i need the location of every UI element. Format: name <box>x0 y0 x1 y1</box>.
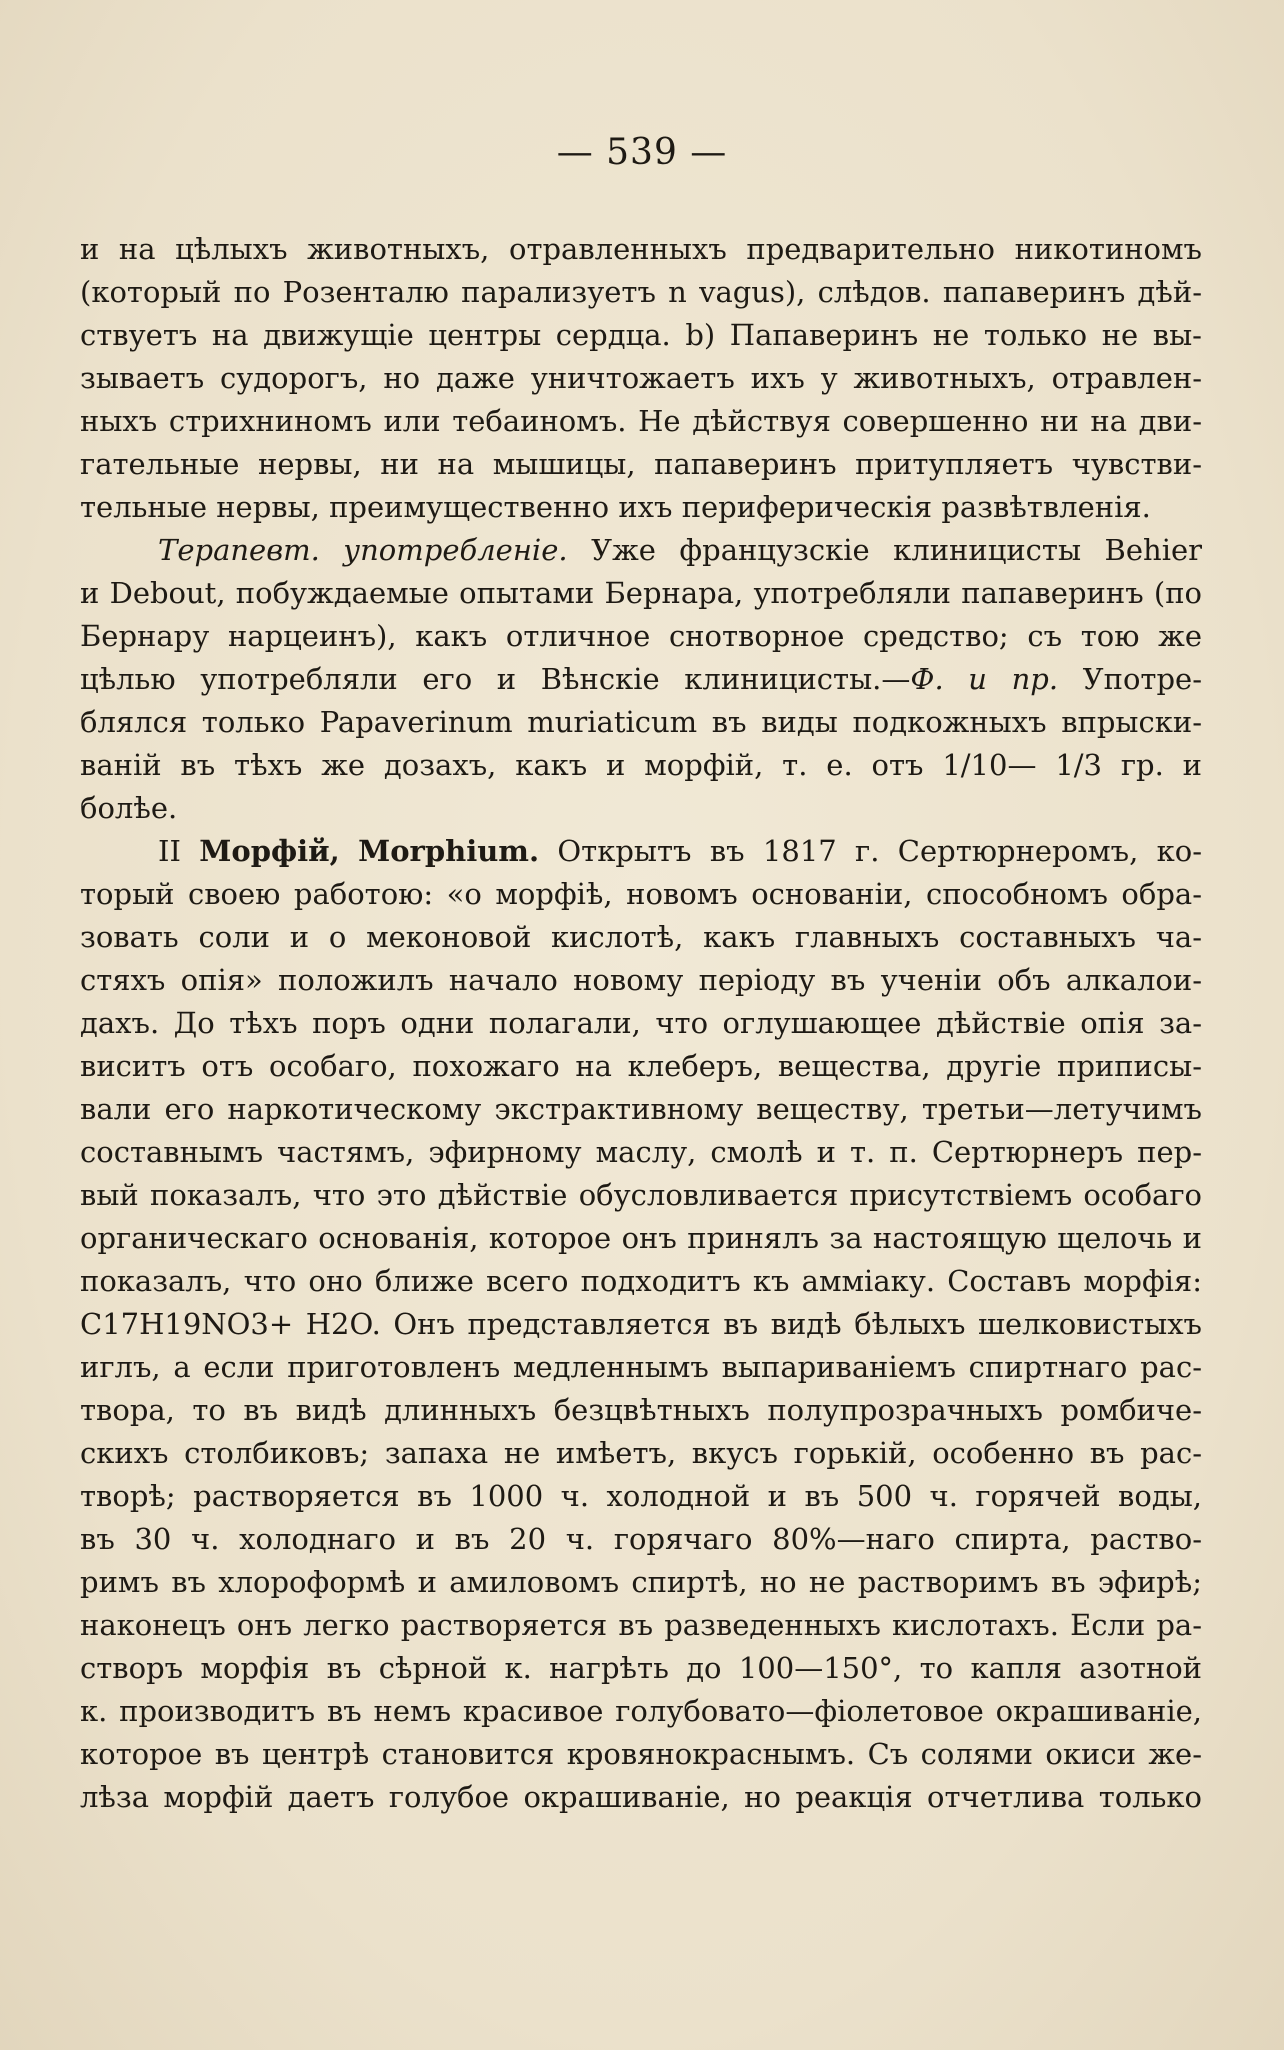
section-heading-therapeutic-use: Терапевт. употребленіе. <box>158 533 568 567</box>
text-line: которое въ центрѣ становится кровянокраснымъ. Съ солями окиси же- <box>80 1737 1202 1771</box>
text-line: Бернару нарцеинъ), какъ отличное снотворное средство; съ тою же <box>80 619 1202 653</box>
text-line: твора, то въ видѣ длинныхъ безцвѣтныхъ полупрозрачныхъ ромбиче- <box>80 1393 1202 1427</box>
text-line: (который по Розенталю парализуетъ n vagus), слѣдов. папаверинъ дѣй- <box>80 275 1202 309</box>
page-number: — 539 — <box>556 132 728 173</box>
paragraph-2 <box>80 529 1202 830</box>
text-fragment: Употре- <box>1058 662 1202 696</box>
text-line: показалъ, что оно ближе всего подходитъ къ амміаку. Составъ морфія: <box>80 1264 1202 1298</box>
text-line: к. производитъ въ немъ красивое голубовато—фіолетовое окрашиваніе, <box>80 1694 1202 1728</box>
text-line: органическаго основанія, которое онъ принялъ за настоящую щелочь и <box>80 1221 1202 1255</box>
text-line: дахъ. До тѣхъ поръ одни полагали, что оглушающее дѣйствіе опія за- <box>80 1006 1202 1040</box>
text-line: и на цѣлыхъ животныхъ, отравленныхъ предварительно никотиномъ <box>80 232 1202 266</box>
text-line: и Debout, побуждаемые опытами Бернара, употребляли папаверинъ (по <box>80 576 1202 610</box>
paragraph-1 <box>80 228 1202 529</box>
text-line: тельные нервы, преимущественно ихъ периферическія развѣтвленія. <box>80 490 1151 524</box>
text-line: гательные нервы, ни на мышицы, папаверинъ притупляетъ чувстви- <box>80 447 1202 481</box>
text-line: скихъ столбиковъ; запаха не имѣетъ, вкусъ горькій, особенно въ рас- <box>80 1436 1202 1470</box>
paragraph-3 <box>80 830 1202 1819</box>
text-fragment: Уже французскіе клиницисты Behier <box>567 533 1202 567</box>
body-text <box>80 228 1202 1819</box>
section-heading-latin: Morphium. <box>358 834 540 868</box>
text-line: C17H19NO3+ H2O. Онъ представляется въ видѣ бѣлыхъ шелковистыхъ <box>80 1307 1202 1341</box>
text-line: зываетъ судорогъ, но даже уничтожаетъ ихъ у животныхъ, отравлен- <box>80 361 1202 395</box>
text-line: ваній въ тѣхъ же дозахъ, какъ и морфій, т. е. отъ 1/10— 1/3 гр. и <box>80 748 1202 782</box>
section-heading-morphine: Морфій, <box>199 834 340 868</box>
section-numeral: II <box>158 834 181 868</box>
text-line <box>80 830 1202 873</box>
text-fragment: цѣлью употребляли его и Вѣнскіе клиницисты.— <box>80 662 911 696</box>
text-line: створъ морфія въ сѣрной к. нагрѣть до 100—150°, то капля азотной <box>80 1651 1202 1685</box>
text-line: вый показалъ, что это дѣйствіе обусловливается присутствіемъ особаго <box>80 1178 1202 1212</box>
text-line: болѣе. <box>80 791 178 825</box>
text-line: зовать соли и о меконовой кислотѣ, какъ главныхъ составныхъ ча- <box>80 920 1202 954</box>
text-line: римъ въ хлороформѣ и амиловомъ спиртѣ, но не растворимъ въ эфирѣ; <box>80 1565 1202 1599</box>
text-line: виситъ отъ особаго, похожаго на клеберъ, вещества, другіе приписы- <box>80 1049 1202 1083</box>
text-line <box>80 658 1202 701</box>
text-line: творѣ; растворяется въ 1000 ч. холодной и въ 500 ч. горячей воды, <box>80 1479 1202 1513</box>
text-line: иглъ, а если приготовленъ медленнымъ выпариваніемъ спиртнаго рас- <box>80 1350 1202 1384</box>
text-line: наконецъ онъ легко растворяется въ разведенныхъ кислотахъ. Если ра- <box>80 1608 1202 1642</box>
text-line: торый своею работою: «о морфіѣ, новомъ основаніи, способномъ обра- <box>80 877 1202 911</box>
text-line: блялся только Papaverinum muriaticum въ виды подкожныхъ впрыски- <box>80 705 1202 739</box>
text-line: стяхъ опія» положилъ начало новому періоду въ ученіи объ алкалои- <box>80 963 1202 997</box>
text-line: ствуетъ на движущіе центры сердца. b) Папаверинъ не только не вы- <box>80 318 1202 352</box>
text-fragment: Открытъ въ 1817 г. Сертюрнеромъ, ко- <box>539 834 1202 868</box>
text-line: составнымъ частямъ, эфирному маслу, смолѣ и т. п. Сертюрнеръ пер- <box>80 1135 1202 1169</box>
text-line: ныхъ стрихниномъ или тебаиномъ. Не дѣйствуя совершенно ни на дви- <box>80 404 1202 438</box>
text-line: въ 30 ч. холоднаго и въ 20 ч. горячаго 80%—наго спирта, раство- <box>80 1522 1202 1556</box>
text-line: лѣза морфій даетъ голубое окрашиваніе, но реакція отчетлива только <box>80 1780 1202 1814</box>
italic-abbreviation: Ф. и пр. <box>910 662 1059 696</box>
text-line <box>80 529 1202 572</box>
text-line: вали его наркотическому экстрактивному веществу, третьи—летучимъ <box>80 1092 1202 1126</box>
